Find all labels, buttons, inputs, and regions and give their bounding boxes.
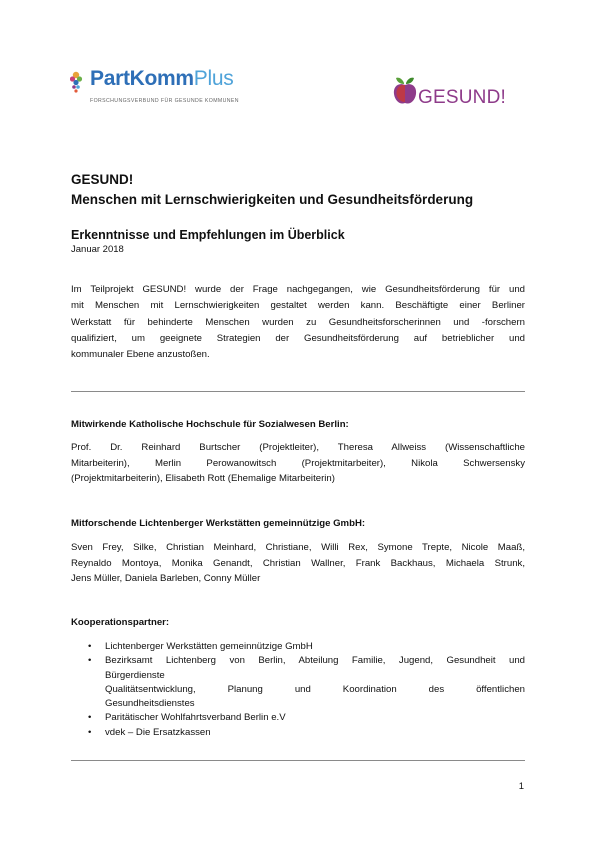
lw-line: Jens Müller, Daniela Barleben, Conny Müller [71, 573, 261, 584]
bullet-icon: • [88, 655, 92, 667]
title-line-1: GESUND! [71, 172, 134, 187]
partner-name: Lichtenberger Werkstätten gemeinnützige GmbH [105, 641, 313, 652]
intro-line: kommunaler Ebene anzustoßen. [71, 349, 210, 361]
partkommplus-tagline: FORSCHUNGSVERBUND FÜR GESUNDE KOMMUNEN [90, 98, 239, 104]
list-item [88, 640, 525, 654]
title-line-2: Menschen mit Lernschwierigkeiten und Gesundheitsförderung [71, 192, 474, 207]
bullet-icon: • [88, 712, 92, 724]
partkommplus-logo [70, 67, 270, 110]
lw-line: Reynaldo Montoya, Monika Genandt, Christian Wallner, Frank Backhaus, Michaela Strunk, [71, 557, 525, 569]
bullet-icon: • [88, 641, 92, 652]
gesund-logo [392, 74, 522, 110]
section-heading-partners: Kooperationspartner: [71, 617, 170, 628]
lw-line: Sven Frey, Silke, Christian Meinhard, Christiane, Willi Rex, Symone Trepte, Nicole Maaß, [71, 542, 525, 553]
document-title [71, 170, 473, 210]
apple-icon [392, 74, 418, 106]
list-item [88, 726, 525, 740]
intro-line: Werkstatt für behinderte Menschen wurden zu Gesundheitsforscherinnen und -forschern [71, 316, 525, 328]
document-subtitle: Erkenntnisse und Empfehlungen im Überblick [71, 228, 345, 242]
list-item [88, 711, 525, 725]
partkommplus-flower-icon [70, 70, 90, 96]
gesund-wordmark: GESUND! [418, 87, 506, 108]
lw-paragraph [71, 540, 525, 587]
intro-line: qualifiziert, um geeignete Strategien der Gesundheitsförderung auf betrieblicher und [71, 332, 525, 344]
partner-name-continued: Bürgerdienste [105, 669, 165, 681]
partner-name: vdek – Die Ersatzkassen [105, 726, 211, 738]
section-heading-khsb: Mitwirkende Katholische Hochschule für Sozialwesen Berlin: [71, 419, 349, 430]
divider-bottom [71, 760, 525, 761]
page-number: 1 [518, 781, 524, 792]
khsb-line: (Projektmitarbeiterin), Elisabeth Rott (Ehemalige Mitarbeiterin) [71, 473, 335, 484]
partner-name: Bezirksamt Lichtenberg von Berlin, Abteilung Familie, Jugend, Gesundheit und [105, 655, 525, 667]
list-item [88, 654, 525, 711]
partner-name: Paritätischer Wohlfahrtsverband Berlin e.V [105, 712, 286, 724]
section-heading-lw: Mitforschende Lichtenberger Werkstätten gemeinnützige GmbH: [71, 518, 366, 529]
bullet-icon: • [88, 726, 92, 738]
partner-department: Qualitätsentwicklung, Planung und Koordination des öffentlichen [105, 683, 525, 695]
khsb-paragraph [71, 440, 525, 487]
divider-top [71, 391, 525, 392]
khsb-line: Prof. Dr. Reinhard Burtscher (Projektleiter), Theresa Allweiss (Wissenschaftliche [71, 442, 525, 453]
khsb-line: Mitarbeiterin), Merlin Perowanowitsch (Projektmitarbeiter), Nikola Schwersensky [71, 457, 525, 469]
partner-department-continued: Gesundheitsdienstes [105, 698, 195, 710]
document-date: Januar 2018 [71, 244, 124, 255]
intro-paragraph [71, 282, 525, 363]
partkommplus-wordmark: PartKommPlus [90, 67, 234, 90]
partners-list [88, 640, 525, 740]
intro-line: mit Menschen mit Lernschwierigkeiten gestaltet werden kann. Beschäftigte einer Berliner [71, 300, 525, 312]
intro-line: Im Teilprojekt GESUND! wurde der Frage nachgegangen, wie Gesundheitsförderung für und [71, 284, 525, 295]
